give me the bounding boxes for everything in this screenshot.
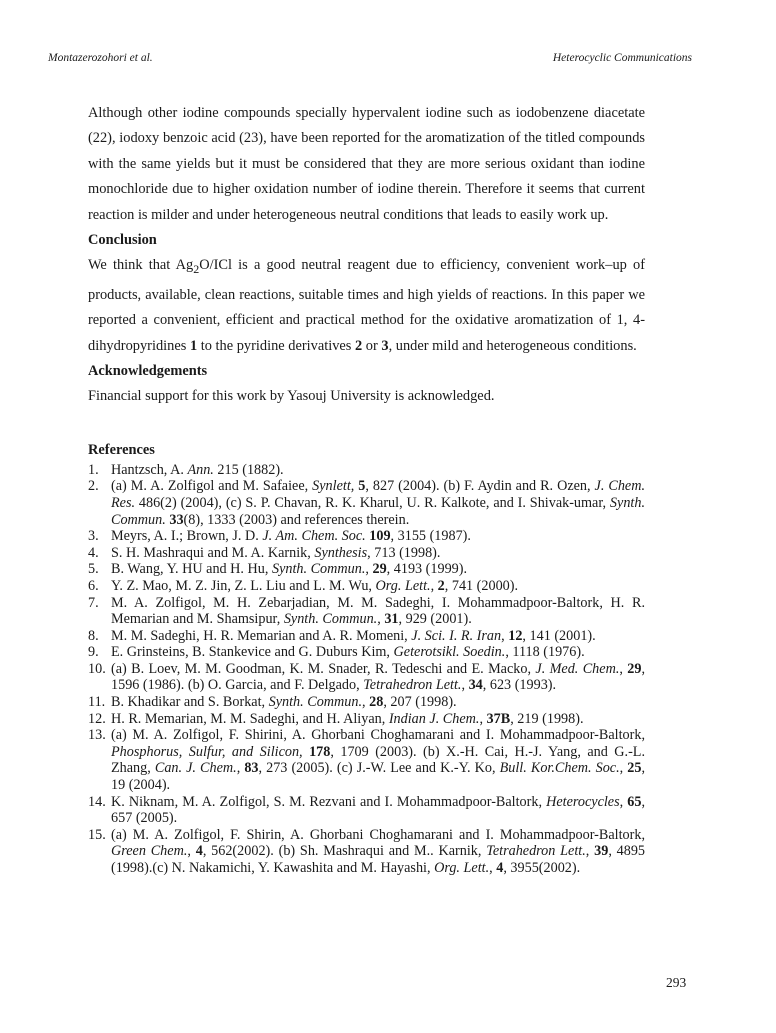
header-authors: Montazerozohori et al. — [48, 52, 153, 64]
reference-item — [88, 644, 645, 661]
reference-text: (a) M. A. Zolfigol, F. Shirin, A. Ghorbani Choghamarani and I. Mohammadpoor-Baltork, Green Chem., 4, 562(2002). (b) Sh. Mashraqui and M.. Karnik, Tetrahedron Lett., 39, 4895 (1998).(c) N. Nakamichi, Y. Kawashita and M. Hayashi, Org. Lett., 4, 3955(2002). — [111, 826, 646, 876]
reference-list — [88, 462, 645, 877]
reference-item — [88, 462, 645, 479]
reference-item — [88, 827, 645, 877]
reference-item — [88, 694, 645, 711]
reference-item — [88, 794, 645, 827]
reference-text: M. A. Zolfigol, M. H. Zebarjadian, M. M. Sadeghi, I. Mohammadpoor-Baltork, H. R. Memarian and M. Shamsipur, Synth. Commun., 31, 929 (2001). — [111, 594, 645, 628]
reference-item — [88, 595, 645, 628]
reference-text: Meyrs, A. I.; Brown, J. D. J. Am. Chem. Soc. 109, 3155 (1987). — [111, 528, 471, 545]
references-heading: References — [88, 441, 155, 458]
reference-text: E. Grinsteins, B. Stankevice and G. Duburs Kim, Geterotsikl. Soedin., 1118 (1976). — [111, 644, 585, 661]
reference-number: 6. — [88, 577, 99, 594]
reference-number: 10. — [88, 660, 106, 677]
reference-number: 3. — [88, 528, 99, 545]
reference-number: 9. — [88, 644, 99, 661]
reference-number: 11. — [88, 694, 106, 711]
reference-number: 12. — [88, 710, 106, 727]
reference-item — [88, 528, 645, 545]
reference-number: 8. — [88, 627, 99, 644]
reference-number: 14. — [88, 793, 106, 810]
reference-item — [88, 478, 645, 528]
reference-number: 13. — [88, 727, 106, 744]
reference-number: 2. — [88, 478, 99, 495]
reference-text: B. Khadikar and S. Borkat, Synth. Commun., 28, 207 (1998). — [111, 694, 457, 711]
reference-text: (a) B. Loev, M. M. Goodman, K. M. Snader, R. Tedeschi and E. Macko, J. Med. Chem., 29, 1596 (1986). (b) O. Garcia, and F. Delgado, Tetrahedron Lett., 34, 623 (1993). — [111, 660, 646, 694]
reference-number: 1. — [88, 461, 99, 478]
reference-text: (a) M. A. Zolfigol and M. Safaiee, Synlett, 5, 827 (2004). (b) F. Aydin and R. Ozen, J. Chem. Res. 486(2) (2004), (c) S. P. Chavan, R. K. Kharul, U. R. Kalkote, and I. Shivak-umar, Synth. Commun. 33(8), 1333 (2003) and references therein. — [111, 478, 646, 528]
reference-text: Hantzsch, A. Ann. 215 (1882). — [111, 461, 284, 478]
reference-text: B. Wang, Y. HU and H. Hu, Synth. Commun., 29, 4193 (1999). — [111, 561, 468, 578]
acknowledgements-paragraph: Financial support for this work by Yasouj University is acknowledged. — [88, 388, 495, 405]
reference-text: H. R. Memarian, M. M. Sadeghi, and H. Aliyan, Indian J. Chem., 37B, 219 (1998). — [111, 710, 584, 727]
reference-item — [88, 711, 645, 728]
conclusion-heading: Conclusion — [88, 232, 157, 249]
reference-number: 7. — [88, 594, 99, 611]
body-paragraph: Although other iodine compounds specially hypervalent iodine such as iodobenzene diacetate (22), iodoxy benzoic acid (23), have been reported for the aromatization of the titled compounds with the same yields but it must be considered that they are more serious oxidant than iodine monochloride due to higher oxidation number of iodine therein. Therefore it seems that current reaction is milder and under heterogeneous neutral conditions that leads to easily work up. — [88, 105, 645, 223]
reference-number: 4. — [88, 544, 99, 561]
reference-number: 15. — [88, 826, 106, 843]
reference-item — [88, 628, 645, 645]
reference-item — [88, 661, 645, 694]
reference-text: M. M. Sadeghi, H. R. Memarian and A. R. Momeni, J. Sci. I. R. Iran, 12, 141 (2001). — [111, 627, 596, 644]
header-journal: Heterocyclic Communications — [552, 52, 692, 64]
reference-number: 5. — [88, 561, 99, 578]
reference-item — [88, 578, 645, 595]
page-content — [88, 101, 645, 877]
reference-item — [88, 561, 645, 578]
reference-text: S. H. Mashraqui and M. A. Karnik, Synthesis, 713 (1998). — [111, 544, 441, 561]
reference-text: (a) M. A. Zolfigol, F. Shirini, A. Ghorbani Choghamarani and I. Mohammadpoor-Baltork, Phosphorus, Sulfur, and Silicon, 178, 1709 (2003). (b) X.-H. Cai, H.-J. Yang, and G.-L. Zhang, Can. J. Chem., 83, 273 (2005). (c) J.-W. Lee and K.-Y. Ko, Bull. Kor.Chem. Soc., 25, 19 (2004). — [111, 727, 646, 794]
reference-text: Y. Z. Mao, M. Z. Jin, Z. L. Liu and L. M. Wu, Org. Lett., 2, 741 (2000). — [111, 577, 519, 594]
reference-item — [88, 727, 645, 793]
page-number: 293 — [666, 975, 687, 990]
reference-item — [88, 545, 645, 562]
conclusion-paragraph: We think that $Ag_2O$/ICl is a good neutral reagent due to efficiency, convenient work–up of products, available, clean reactions, suitable times and high yields of reactions. In this paper we reported a convenient, efficient and practical method for the oxidative aromatization of 1, 4- dihydropyridines 1 to the pyridine derivatives 2 or 3, under mild and heterogeneous conditions. — [88, 257, 645, 354]
acknowledgements-heading: Acknowledgements — [88, 362, 208, 379]
running-header — [48, 52, 692, 64]
reference-text: K. Niknam, M. A. Zolfigol, S. M. Rezvani and I. Mohammadpoor-Baltork, Heterocycles, 65, 657 (2005). — [111, 793, 646, 827]
